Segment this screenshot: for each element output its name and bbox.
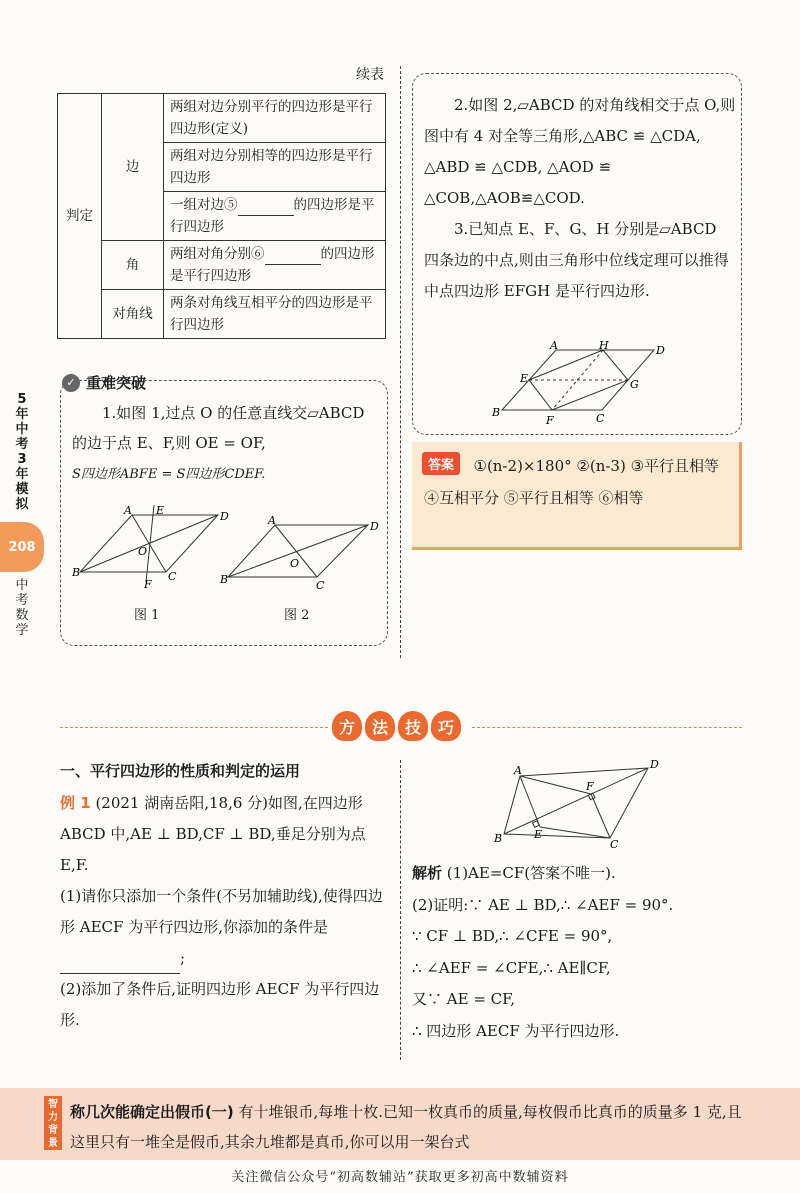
group-label-edge: 边 bbox=[102, 94, 164, 241]
banner-char: 方 bbox=[332, 711, 362, 741]
svg-text:C: C bbox=[168, 570, 177, 583]
figure-2-diagram bbox=[220, 515, 380, 595]
example-diagram bbox=[488, 758, 668, 850]
group-label-diagonal: 对角线 bbox=[102, 290, 164, 339]
figure-2-caption: 图 2 bbox=[284, 608, 310, 623]
svg-text:H: H bbox=[599, 339, 609, 352]
solution bbox=[412, 858, 742, 1047]
question-2: (2)添加了条件后,证明四边形 AECF 为平行四边形. bbox=[60, 980, 380, 1029]
key-point-3: 3.已知点 E、F、G、H 分别是▱ABCD 四条边的中点,则由三角形中位线定理可以推得中点四边形 EFGH 是平行四边形. bbox=[424, 220, 729, 300]
footer-body: 有十堆银币,每堆十枚.已知一枚真币的质量,每枚假币比真币的质量多 1 克,且这里只有一堆全是假币,其余九堆都是真币,你可以用一架台式 bbox=[70, 1103, 742, 1151]
checkmark-icon: ✓ bbox=[62, 374, 80, 392]
key-point-1: 1.如图 1,过点 O 的任意直线交▱ABCD 的边于点 E、F,则 OE = OF, bbox=[72, 404, 365, 452]
svg-text:D: D bbox=[220, 510, 229, 523]
example-intro: (2021 湖南岳阳,18,6 分)如图,在四边形 ABCD 中,AE ⊥ BD,CF ⊥ BD,垂足分别为点 E,F. bbox=[60, 794, 366, 874]
solution-line: ∴ 四边形 AECF 为平行四边形. bbox=[412, 1021, 620, 1040]
footer-tag: 智力背景 bbox=[44, 1096, 62, 1150]
svg-text:B: B bbox=[492, 406, 501, 419]
continued-label: 续表 bbox=[356, 67, 384, 83]
series-title: 5年中考3年模拟 bbox=[15, 392, 29, 512]
svg-text:O: O bbox=[290, 557, 300, 570]
row-text-a: 两组对角分别⑥ bbox=[170, 246, 265, 262]
svg-text:D: D bbox=[656, 344, 665, 357]
solution-line: (1)AE=CF(答案不唯一). bbox=[446, 864, 616, 882]
methods-banner bbox=[332, 711, 461, 741]
svg-text:B: B bbox=[220, 573, 229, 586]
table-row: 两组对边分别平行的四边形是平行四边形(定义) bbox=[164, 94, 386, 143]
solution-label: 解析 bbox=[412, 864, 443, 882]
table-row: 两组对边分别相等的四边形是平行四边形 bbox=[164, 143, 386, 192]
svg-text:A: A bbox=[268, 515, 276, 527]
table-row bbox=[164, 241, 386, 290]
solution-line: (2)证明:∵ AE ⊥ BD,∴ ∠AEF = 90°. bbox=[412, 895, 674, 914]
svg-text:A: A bbox=[550, 339, 558, 352]
answer-blank[interactable] bbox=[60, 960, 180, 974]
row-text-a: 一组对边⑤ bbox=[170, 197, 238, 213]
watermark-text: 关注微信公众号“初高数辅站”获取更多初高中数辅资料 bbox=[231, 1170, 569, 1185]
svg-text:E: E bbox=[520, 372, 529, 385]
banner-char: 巧 bbox=[431, 711, 461, 741]
svg-text:C: C bbox=[596, 412, 605, 425]
fill-blank-5[interactable] bbox=[238, 202, 294, 216]
banner-rule-left bbox=[60, 727, 328, 728]
section-title: 一、平行四边形的性质和判定的运用 bbox=[60, 762, 301, 780]
subject-label: 中考数学 bbox=[15, 578, 29, 638]
category-cell: 判定 bbox=[58, 94, 102, 339]
svg-text:D: D bbox=[650, 758, 659, 771]
svg-text:D: D bbox=[370, 520, 379, 533]
svg-text:E: E bbox=[156, 504, 165, 517]
solution-line: 又∵ AE = CF, bbox=[412, 990, 515, 1008]
page-number-tab: 208 bbox=[0, 522, 44, 572]
heading-text: 重难突破 bbox=[86, 374, 147, 392]
banner-char: 技 bbox=[398, 711, 428, 741]
question-1-end: ; bbox=[180, 949, 186, 967]
svg-text:F: F bbox=[586, 780, 594, 793]
svg-text:B: B bbox=[494, 832, 503, 845]
banner-rule-right bbox=[472, 727, 742, 728]
key-point-2: 2.如图 2,▱ABCD 的对角线相交于点 O,则图中有 4 对全等三角形,△ABC ≌ △CDA, △ABD ≌ △CDB, △AOD ≌ △COB,△AOB≌△COD. bbox=[424, 96, 736, 207]
row-text-b: 的四边形是平行四边形 bbox=[170, 197, 375, 235]
svg-text:G: G bbox=[630, 378, 639, 391]
area-equation: S四边形ABFE = S四边形CDEF. bbox=[72, 467, 266, 482]
figure-1-diagram bbox=[70, 500, 230, 590]
key-points-heading bbox=[62, 372, 146, 393]
svg-text:A: A bbox=[124, 504, 132, 517]
svg-text:B: B bbox=[72, 566, 81, 579]
example-1 bbox=[60, 788, 390, 1036]
svg-text:F: F bbox=[546, 414, 554, 427]
criteria-table bbox=[57, 93, 386, 339]
banner-char: 法 bbox=[365, 711, 395, 741]
solution-line: ∵ CF ⊥ BD,∴ ∠CFE = 90°, bbox=[412, 927, 613, 945]
footer-heading: 称几次能确定出假币(一) bbox=[70, 1103, 234, 1121]
fill-blank-6[interactable] bbox=[265, 251, 321, 265]
group-label-angle: 角 bbox=[102, 241, 164, 290]
table-row bbox=[164, 192, 386, 241]
svg-text:F: F bbox=[144, 578, 152, 590]
svg-text:A: A bbox=[514, 764, 522, 777]
row-text-b: 的四边形是平行四边形 bbox=[170, 246, 375, 284]
svg-text:E: E bbox=[534, 828, 543, 841]
figure-1-caption: 图 1 bbox=[134, 608, 160, 623]
footer-text bbox=[70, 1097, 750, 1157]
column-divider bbox=[400, 66, 401, 658]
solution-line: ∴ ∠AEF = ∠CFE,∴ AE∥CF, bbox=[412, 958, 611, 977]
question-1: (1)请你只添加一个条件(不另加辅助线),使得四边形 AECF 为平行四边形,你添加的条件是 bbox=[60, 887, 383, 936]
svg-text:C: C bbox=[610, 838, 619, 850]
figure-3-diagram bbox=[486, 338, 666, 428]
answer-text: ①(n-2)×180° ②(n-3) ③平行且相等 ④互相平分 ⑤平行且相等 ⑥相等 bbox=[424, 457, 720, 507]
example-label: 例 1 bbox=[60, 794, 91, 812]
svg-text:O: O bbox=[138, 545, 148, 558]
svg-text:C: C bbox=[316, 579, 325, 592]
key-point-2-3 bbox=[424, 90, 736, 307]
answer-tag: 答案 bbox=[422, 452, 460, 475]
column-divider-lower bbox=[400, 760, 401, 1060]
table-row: 两条对角线互相平分的四边形是平行四边形 bbox=[164, 290, 386, 339]
